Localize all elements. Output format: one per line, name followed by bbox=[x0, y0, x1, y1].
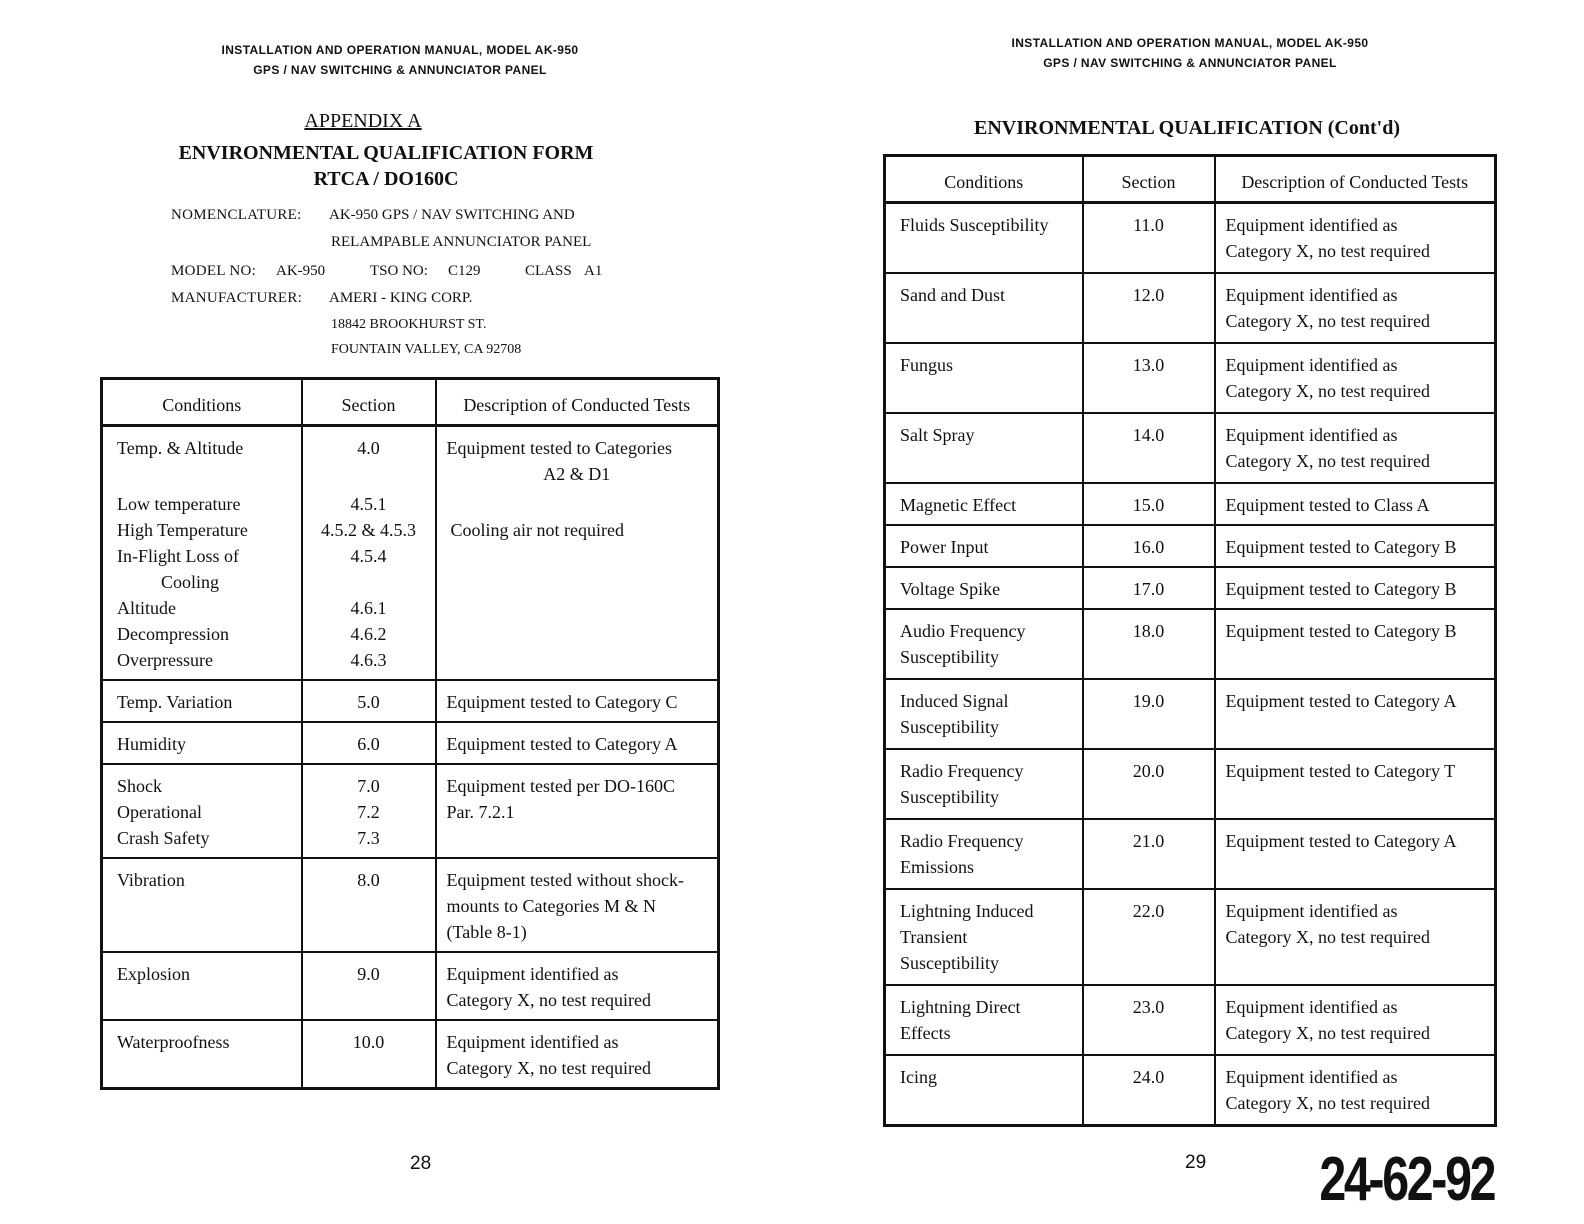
condition-text: Audio Frequency bbox=[900, 621, 1026, 641]
condition-text: Temp. & Altitude bbox=[117, 438, 244, 458]
table-row bbox=[885, 413, 1496, 483]
description-cell bbox=[436, 426, 719, 681]
page-number: 29 bbox=[1185, 1152, 1207, 1173]
condition-cell: Temp. Variation bbox=[102, 680, 302, 722]
nomenclature-line-2: RELAMPABLE ANNUNCIATOR PANEL bbox=[331, 234, 592, 250]
description-cell bbox=[1215, 525, 1496, 567]
header-line-2: GPS / NAV SWITCHING & ANNUNCIATOR PANEL bbox=[253, 63, 547, 77]
form-title: ENVIRONMENTAL QUALIFICATION FORM bbox=[178, 142, 594, 164]
description-text: Category X, no test required bbox=[446, 1058, 651, 1078]
model-label-text: MODEL NO: bbox=[171, 263, 257, 279]
tso-value: C129 bbox=[448, 263, 481, 279]
document-stamp: 24-62-92 bbox=[1319, 1145, 1494, 1214]
description-text: Equipment tested to Category B bbox=[1225, 621, 1457, 641]
description-text: Category X, no test required bbox=[1225, 1023, 1430, 1043]
description-text: Equipment tested to Category A bbox=[1225, 831, 1457, 851]
description-cell: Equipment tested to Category A bbox=[436, 722, 719, 764]
description-text: Equipment tested without shock- bbox=[446, 870, 684, 890]
table-body bbox=[885, 203, 1496, 1126]
header-conditions: Conditions bbox=[102, 379, 302, 426]
qualification-table bbox=[100, 377, 720, 1090]
class-value: A1 bbox=[584, 263, 603, 279]
right-page bbox=[792, 0, 1584, 1224]
section-cell: 11.0 bbox=[1083, 203, 1215, 274]
description-cell bbox=[436, 952, 719, 1020]
condition-text: Induced Signal bbox=[900, 691, 1009, 711]
section-cell: 9.0 bbox=[302, 952, 436, 1020]
description-text: Equipment identified as bbox=[1225, 355, 1398, 375]
section-text: 7.3 bbox=[357, 828, 380, 848]
table-row bbox=[885, 203, 1496, 274]
condition-text: Susceptibility bbox=[900, 717, 999, 737]
description-cell bbox=[1215, 413, 1496, 483]
class-label: CLASS bbox=[525, 263, 572, 279]
description-text: Equipment tested to Category B bbox=[1225, 537, 1457, 557]
section-cell: 15.0 bbox=[1083, 483, 1215, 525]
condition-text: Lightning Direct bbox=[900, 997, 1021, 1017]
nomenclature-label bbox=[171, 207, 302, 224]
description-cell bbox=[1215, 1055, 1496, 1126]
table-row bbox=[102, 764, 719, 858]
table-row bbox=[102, 722, 719, 764]
appendix-title: APPENDIX A bbox=[304, 110, 422, 132]
description-text: Category X, no test required bbox=[1225, 241, 1430, 261]
section-cell: 12.0 bbox=[1083, 273, 1215, 343]
table-row bbox=[885, 1055, 1496, 1126]
section-cell: 5.0 bbox=[302, 680, 436, 722]
table-row bbox=[885, 819, 1496, 889]
condition-text: Sand and Dust bbox=[900, 285, 1005, 305]
condition-text: Shock bbox=[117, 776, 162, 796]
description-cell bbox=[1215, 203, 1496, 274]
model-value: AK-950 bbox=[276, 263, 326, 279]
description-text: Equipment identified as bbox=[1225, 425, 1398, 445]
description-cell bbox=[1215, 567, 1496, 609]
section-cell: 6.0 bbox=[302, 722, 436, 764]
header-description: Description of Conducted Tests bbox=[1215, 156, 1496, 203]
condition-cell: Vibration bbox=[102, 858, 302, 952]
qualification-table-continued bbox=[883, 154, 1497, 1127]
subcondition-text: Decompression bbox=[117, 624, 229, 644]
section-text: 7.0 bbox=[357, 776, 380, 796]
description-cell bbox=[436, 1020, 719, 1089]
description-text: Equipment identified as bbox=[1225, 285, 1398, 305]
section-cell: 16.0 bbox=[1083, 525, 1215, 567]
table-row bbox=[885, 273, 1496, 343]
description-text: Category X, no test required bbox=[1225, 381, 1430, 401]
description-text: Category X, no test required bbox=[1225, 1093, 1430, 1113]
condition-cell bbox=[885, 889, 1083, 985]
condition-text: Icing bbox=[900, 1067, 937, 1087]
header-section: Section bbox=[302, 379, 436, 426]
section-cell bbox=[302, 764, 436, 858]
description-text: Equipment identified as bbox=[1225, 1067, 1398, 1087]
description-cell bbox=[1215, 889, 1496, 985]
description-text: Cooling air not required bbox=[450, 520, 624, 540]
condition-text: Fungus bbox=[900, 355, 954, 375]
description-cell: Equipment tested to Category C bbox=[436, 680, 719, 722]
description-text: Category X, no test required bbox=[1225, 311, 1430, 331]
condition-text: Fluids Susceptibility bbox=[900, 215, 1049, 235]
section-cell: 14.0 bbox=[1083, 413, 1215, 483]
description-text: Equipment tested to Class A bbox=[1225, 495, 1430, 515]
condition-cell bbox=[885, 567, 1083, 609]
section-cell: 13.0 bbox=[1083, 343, 1215, 413]
condition-cell bbox=[885, 749, 1083, 819]
nomenclature-label-text: NOMENCLATURE: bbox=[171, 207, 302, 223]
section-cell: 24.0 bbox=[1083, 1055, 1215, 1126]
description-text: Equipment tested to Category A bbox=[1225, 691, 1457, 711]
description-text: Equipment identified as bbox=[1225, 997, 1398, 1017]
section-text: 4.0 bbox=[357, 438, 380, 458]
condition-cell bbox=[885, 609, 1083, 679]
section-text: 4.6.2 bbox=[350, 624, 387, 644]
section-cell bbox=[302, 426, 436, 681]
subcondition-text: Operational bbox=[117, 802, 202, 822]
description-text: Equipment tested per DO-160C bbox=[446, 776, 675, 796]
condition-cell: Explosion bbox=[102, 952, 302, 1020]
condition-cell: Waterproofness bbox=[102, 1020, 302, 1089]
table-header-row bbox=[102, 379, 719, 426]
condition-text: Magnetic Effect bbox=[900, 495, 1017, 515]
section-text: 4.5.1 bbox=[350, 494, 387, 514]
condition-cell bbox=[885, 525, 1083, 567]
section-cell: 21.0 bbox=[1083, 819, 1215, 889]
description-text: Category X, no test required bbox=[446, 990, 651, 1010]
table-row bbox=[885, 343, 1496, 413]
description-cell bbox=[1215, 609, 1496, 679]
condition-text: Effects bbox=[900, 1023, 951, 1043]
description-cell bbox=[1215, 273, 1496, 343]
condition-text: Radio Frequency bbox=[900, 831, 1024, 851]
description-text: Equipment identified as bbox=[446, 964, 619, 984]
section-cell: 20.0 bbox=[1083, 749, 1215, 819]
section-cell: 8.0 bbox=[302, 858, 436, 952]
condition-cell bbox=[102, 426, 302, 681]
model-label bbox=[171, 263, 256, 280]
subcondition-text: Cooling bbox=[161, 572, 220, 592]
condition-text: Emissions bbox=[900, 857, 975, 877]
header-line-2: GPS / NAV SWITCHING & ANNUNCIATOR PANEL bbox=[1043, 56, 1337, 70]
condition-text: Susceptibility bbox=[900, 953, 999, 973]
description-text: Equipment tested to Category T bbox=[1225, 761, 1456, 781]
condition-cell bbox=[885, 679, 1083, 749]
manufacturer-label bbox=[171, 290, 302, 307]
section-text: 4.5.4 bbox=[350, 546, 387, 566]
description-cell bbox=[1215, 819, 1496, 889]
condition-cell bbox=[885, 413, 1083, 483]
table-row bbox=[885, 985, 1496, 1055]
description-cell bbox=[1215, 985, 1496, 1055]
condition-text: Salt Spray bbox=[900, 425, 975, 445]
subcondition-text: Overpressure bbox=[117, 650, 213, 670]
condition-text: Radio Frequency bbox=[900, 761, 1024, 781]
subcondition-text: Crash Safety bbox=[117, 828, 210, 848]
header-line-1: INSTALLATION AND OPERATION MANUAL, MODEL AK-950 bbox=[221, 43, 579, 57]
manufacturer-label-text: MANUFACTURER: bbox=[171, 290, 303, 306]
subcondition-text: High Temperature bbox=[117, 520, 248, 540]
table-row bbox=[102, 680, 719, 722]
description-text: Category X, no test required bbox=[1225, 927, 1430, 947]
section-cell: 23.0 bbox=[1083, 985, 1215, 1055]
description-text: Par. 7.2.1 bbox=[446, 802, 515, 822]
condition-cell bbox=[885, 203, 1083, 274]
section-text: 4.6.3 bbox=[350, 650, 387, 670]
section-text: 7.2 bbox=[357, 802, 380, 822]
condition-cell bbox=[885, 273, 1083, 343]
description-text: Equipment tested to Categories bbox=[446, 438, 672, 458]
table-row bbox=[102, 1020, 719, 1089]
condition-cell bbox=[885, 483, 1083, 525]
condition-cell bbox=[885, 819, 1083, 889]
tso-label: TSO NO: bbox=[370, 263, 428, 279]
description-text: Equipment identified as bbox=[1225, 901, 1398, 921]
section-text: 4.6.1 bbox=[350, 598, 387, 618]
condition-cell: Humidity bbox=[102, 722, 302, 764]
subcondition-text: Altitude bbox=[117, 598, 176, 618]
section-cell: 10.0 bbox=[302, 1020, 436, 1089]
form-subtitle: RTCA / DO160C bbox=[313, 168, 459, 190]
description-text: A2 & D1 bbox=[543, 464, 611, 484]
condition-text: Voltage Spike bbox=[900, 579, 1001, 599]
description-cell bbox=[1215, 483, 1496, 525]
address-line-2: FOUNTAIN VALLEY, CA 92708 bbox=[331, 342, 522, 357]
condition-text: Lightning Induced bbox=[900, 901, 1034, 921]
manual-header bbox=[150, 40, 650, 80]
description-text: (Table 8-1) bbox=[446, 922, 527, 942]
table-row bbox=[885, 525, 1496, 567]
table-row bbox=[885, 483, 1496, 525]
condition-text: Transient bbox=[900, 927, 968, 947]
subcondition-text: In-Flight Loss of bbox=[117, 546, 240, 566]
table-row bbox=[885, 679, 1496, 749]
description-text: Equipment identified as bbox=[1225, 215, 1398, 235]
table-header-row bbox=[885, 156, 1496, 203]
table-row bbox=[885, 889, 1496, 985]
condition-cell bbox=[885, 1055, 1083, 1126]
header-description: Description of Conducted Tests bbox=[436, 379, 719, 426]
manufacturer-name: AMERI - KING CORP. bbox=[329, 290, 473, 306]
section-cell: 22.0 bbox=[1083, 889, 1215, 985]
description-cell bbox=[436, 858, 719, 952]
section-cell: 17.0 bbox=[1083, 567, 1215, 609]
section-text: 4.5.2 & 4.5.3 bbox=[320, 520, 416, 540]
condition-text: Susceptibility bbox=[900, 647, 999, 667]
address-line-1: 18842 BROOKHURST ST. bbox=[331, 317, 487, 332]
nomenclature-line-1: AK-950 GPS / NAV SWITCHING AND bbox=[329, 207, 575, 223]
description-text: Equipment identified as bbox=[446, 1032, 619, 1052]
description-cell bbox=[1215, 679, 1496, 749]
section-cell: 18.0 bbox=[1083, 609, 1215, 679]
header-line-1: INSTALLATION AND OPERATION MANUAL, MODEL AK-950 bbox=[1011, 36, 1369, 50]
table-row bbox=[885, 567, 1496, 609]
table-row bbox=[102, 858, 719, 952]
continued-title: ENVIRONMENTAL QUALIFICATION (Cont'd) bbox=[974, 117, 1400, 139]
condition-text: Power Input bbox=[900, 537, 989, 557]
header-section: Section bbox=[1083, 156, 1215, 203]
table-row bbox=[102, 952, 719, 1020]
description-text: mounts to Categories M & N bbox=[446, 896, 656, 916]
table-row bbox=[885, 609, 1496, 679]
condition-cell bbox=[885, 343, 1083, 413]
table-row bbox=[102, 426, 719, 681]
manual-header bbox=[940, 33, 1440, 73]
header-conditions: Conditions bbox=[885, 156, 1083, 203]
condition-cell bbox=[102, 764, 302, 858]
page-number: 28 bbox=[410, 1153, 432, 1174]
condition-text: Susceptibility bbox=[900, 787, 999, 807]
condition-cell bbox=[885, 985, 1083, 1055]
description-cell bbox=[436, 764, 719, 858]
description-cell bbox=[1215, 749, 1496, 819]
description-text: Category X, no test required bbox=[1225, 451, 1430, 471]
description-cell bbox=[1215, 343, 1496, 413]
section-cell: 19.0 bbox=[1083, 679, 1215, 749]
subcondition-text: Low temperature bbox=[117, 494, 241, 514]
table-row bbox=[885, 749, 1496, 819]
description-text: Equipment tested to Category B bbox=[1225, 579, 1457, 599]
